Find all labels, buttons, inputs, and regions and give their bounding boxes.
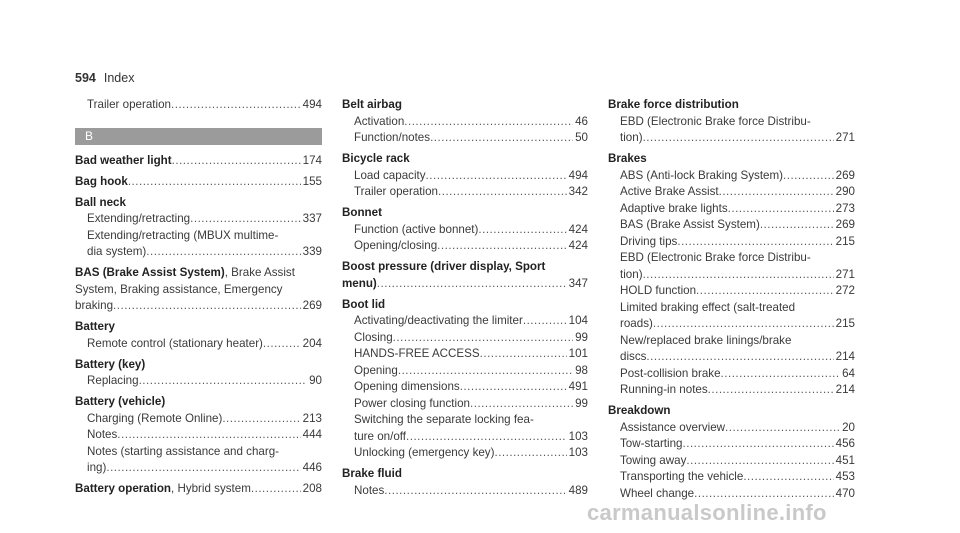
index-entry — [75, 153, 322, 170]
entry-keyword: Bonnet — [342, 206, 382, 219]
entry-keyword: Brakes — [608, 152, 647, 165]
page-ref: 90 — [309, 374, 322, 387]
index-subentry: Charging (Remote Online) ..... 213 — [75, 411, 322, 428]
index-entry — [608, 403, 855, 502]
page-ref: 453 — [835, 470, 855, 483]
index-subentry: Trailer operation ..... 342 — [342, 184, 588, 201]
index-entry — [75, 174, 322, 191]
subentry-line: New/replaced brake linings/brake — [620, 333, 792, 347]
page-ref: 155 — [302, 174, 322, 188]
index-subentry: Replacing ..... 90 — [75, 373, 322, 390]
index-entry — [342, 97, 588, 147]
index-subentry: Load capacity ..... 494 — [342, 168, 588, 185]
index-entry-row: Bad weather light ..... 174 — [75, 153, 322, 170]
entry-keyword: Battery — [75, 320, 115, 333]
entry-keyword: Ball neck — [75, 195, 126, 209]
page-ref: 446 — [302, 461, 322, 474]
index-subentry: tion) ..... 271 — [608, 130, 855, 147]
page-ref: 215 — [835, 234, 855, 248]
entry-keyword: Battery (vehicle) — [75, 395, 166, 408]
index-subentry: HANDS-FREE ACCESS ..... 101 — [342, 346, 588, 363]
index-entry-row — [75, 481, 322, 498]
page-number: 594 — [75, 71, 96, 85]
subentry-line: EBD (Electronic Brake force Distribu- — [620, 114, 811, 128]
index-entry — [608, 151, 855, 399]
page-title: Index — [103, 71, 135, 85]
page-ref: 444 — [302, 428, 322, 441]
index-subentry: Tow-starting ..... 456 — [608, 436, 855, 453]
page-ref: 99 — [575, 330, 588, 344]
index-entry — [75, 481, 322, 498]
entry-suffix: , Brake Assist — [224, 266, 295, 279]
index-subentry: Activation ..... 46 — [342, 114, 588, 131]
page-ref: 214 — [835, 350, 855, 363]
entry-keyword: Breakdown — [608, 404, 671, 417]
page-ref: 99 — [575, 396, 588, 410]
index-subentry: ABS (Anti-lock Braking System) ..... 269 — [608, 168, 855, 185]
page-ref: 339 — [302, 245, 322, 258]
index-subentry: Adaptive brake lights ..... 273 — [608, 201, 855, 218]
page-ref: 269 — [835, 218, 855, 231]
index-subentry: Unlocking (emergency key) ..... 103 — [342, 445, 588, 462]
page-ref: 208 — [302, 482, 322, 495]
page-ref: 273 — [835, 201, 855, 215]
entry-line: System, Braking assistance, Emergency — [75, 282, 283, 296]
index-subentry: Trailer operation ..... 494 — [75, 97, 322, 114]
index-column-1 — [75, 97, 322, 502]
page-ref: 456 — [835, 437, 855, 450]
index-subentry: Running-in notes ..... 214 — [608, 382, 855, 399]
letter-section-bar: B — [75, 128, 322, 145]
index-entry — [75, 195, 322, 261]
index-column-3 — [608, 97, 855, 507]
page-ref: 103 — [568, 446, 588, 459]
entry-keyword: Battery operation — [75, 482, 171, 495]
index-subentry: Activating/deactivating the limiter ..... 104 — [342, 313, 588, 330]
entry-keyword: Bicycle rack — [342, 152, 410, 165]
page-ref: 337 — [302, 212, 322, 225]
index-subentry: dia system) ..... 339 — [75, 244, 322, 261]
index-subentry: Wheel change ..... 470 — [608, 486, 855, 503]
index-subentry: Driving tips ..... 215 — [608, 234, 855, 251]
page-ref: 174 — [302, 153, 322, 167]
index-subentry: Function/notes ..... 50 — [342, 130, 588, 147]
index-subentry: Active Brake Assist ..... 290 — [608, 184, 855, 201]
page-ref: 269 — [302, 299, 322, 312]
subentry-line: Notes (starting assistance and charg- — [87, 444, 280, 458]
subentry-line: Limited braking effect (salt-treated — [620, 300, 796, 314]
index-entry — [75, 319, 322, 352]
index-subentry: Closing ..... 99 — [342, 330, 588, 347]
page-ref: 347 — [568, 276, 588, 290]
page-header — [75, 71, 134, 85]
page-ref: 342 — [568, 185, 588, 198]
page-ref: 101 — [568, 347, 588, 360]
page-ref: 451 — [835, 453, 855, 467]
index-subentry: Notes ..... 444 — [75, 427, 322, 444]
entry-keyword: BAS (Brake Assist System) — [75, 266, 225, 279]
page-ref: 424 — [568, 239, 588, 252]
page-ref: 489 — [568, 483, 588, 497]
index-subentry: BAS (Brake Assist System) ..... 269 — [608, 217, 855, 234]
index-subentry: Transporting the vehicle ..... 453 — [608, 469, 855, 486]
subentry-line: Extending/retracting (MBUX multime- — [87, 228, 279, 242]
index-subentry: Function (active bonnet) ..... 424 — [342, 222, 588, 239]
index-subentry: Assistance overview ..... 20 — [608, 420, 855, 437]
index-subentry: Opening dimensions ..... 491 — [342, 379, 588, 396]
index-entry — [342, 151, 588, 201]
index-entry — [75, 394, 322, 477]
index-entry — [342, 297, 588, 462]
index-entry — [608, 97, 855, 147]
index-subentry: Post-collision brake ..... 64 — [608, 366, 855, 383]
page-ref: 104 — [568, 314, 588, 327]
index-column-2 — [342, 97, 588, 504]
watermark: carmanualsonline.info — [587, 500, 827, 525]
index-subentry: tion) ..... 271 — [608, 267, 855, 284]
page-ref: 204 — [302, 336, 322, 350]
index-subentry: ing) ..... 446 — [75, 460, 322, 477]
page-ref: 494 — [568, 168, 588, 182]
page-ref: 213 — [302, 411, 322, 425]
subentry-line: Switching the separate locking fea- — [354, 413, 534, 426]
page-ref: 215 — [835, 317, 855, 330]
index-entry-row: menu) ..... 347 — [342, 276, 588, 293]
page-ref: 271 — [835, 267, 855, 281]
entry-keyword: Brake force distribution — [608, 98, 739, 111]
entry-keyword: Battery (key) — [75, 357, 146, 371]
page-ref: 271 — [835, 131, 855, 144]
index-subentry: Towing away ..... 451 — [608, 453, 855, 470]
index-entry — [342, 259, 588, 292]
page-ref: 98 — [575, 363, 588, 377]
page-ref: 214 — [835, 383, 855, 396]
page-ref: 424 — [568, 222, 588, 236]
page-ref: 20 — [842, 420, 855, 434]
entry-first-line — [75, 265, 322, 282]
page-ref: 470 — [835, 486, 855, 500]
index-subentry: Extending/retracting ..... 337 — [75, 211, 322, 228]
index-subentry: Notes ..... 489 — [342, 483, 588, 500]
page-ref: 64 — [842, 366, 855, 380]
index-subentry: discs ..... 214 — [608, 349, 855, 366]
index-entry — [342, 466, 588, 499]
entry-keyword: Boost pressure (driver display, Sport — [342, 260, 546, 273]
index-subentry: HOLD function ..... 272 — [608, 283, 855, 300]
index-subentry: Remote control (stationary heater) ..... 204 — [75, 336, 322, 353]
subentry-line: EBD (Electronic Brake force Distribu- — [620, 251, 811, 264]
page-ref: 103 — [568, 429, 588, 443]
entry-suffix: , Hybrid system — [171, 482, 251, 495]
page-ref: 50 — [575, 131, 588, 144]
index-subentry: Opening/closing ..... 424 — [342, 238, 588, 255]
page-ref: 272 — [835, 284, 855, 297]
entry-keyword: Boot lid — [342, 297, 386, 311]
index-subentry: Power closing function ..... 99 — [342, 396, 588, 413]
index-entry — [342, 205, 588, 255]
index-entry — [75, 265, 322, 315]
index-entry-row: Bag hook ..... 155 — [75, 174, 322, 191]
index-entry — [75, 357, 322, 390]
index-subentry: roads) ..... 215 — [608, 316, 855, 333]
page-ref: 491 — [568, 380, 588, 393]
page-ref: 269 — [835, 168, 855, 182]
entry-keyword: Brake fluid — [342, 467, 402, 480]
entry-keyword: Belt airbag — [342, 98, 402, 111]
index-subentry: Opening ..... 98 — [342, 363, 588, 380]
entry-last-line: braking ..... 269 — [75, 298, 322, 315]
index-subentry: ture on/off ..... 103 — [342, 429, 588, 446]
page-ref: 46 — [575, 114, 588, 128]
page-ref: 290 — [835, 185, 855, 198]
